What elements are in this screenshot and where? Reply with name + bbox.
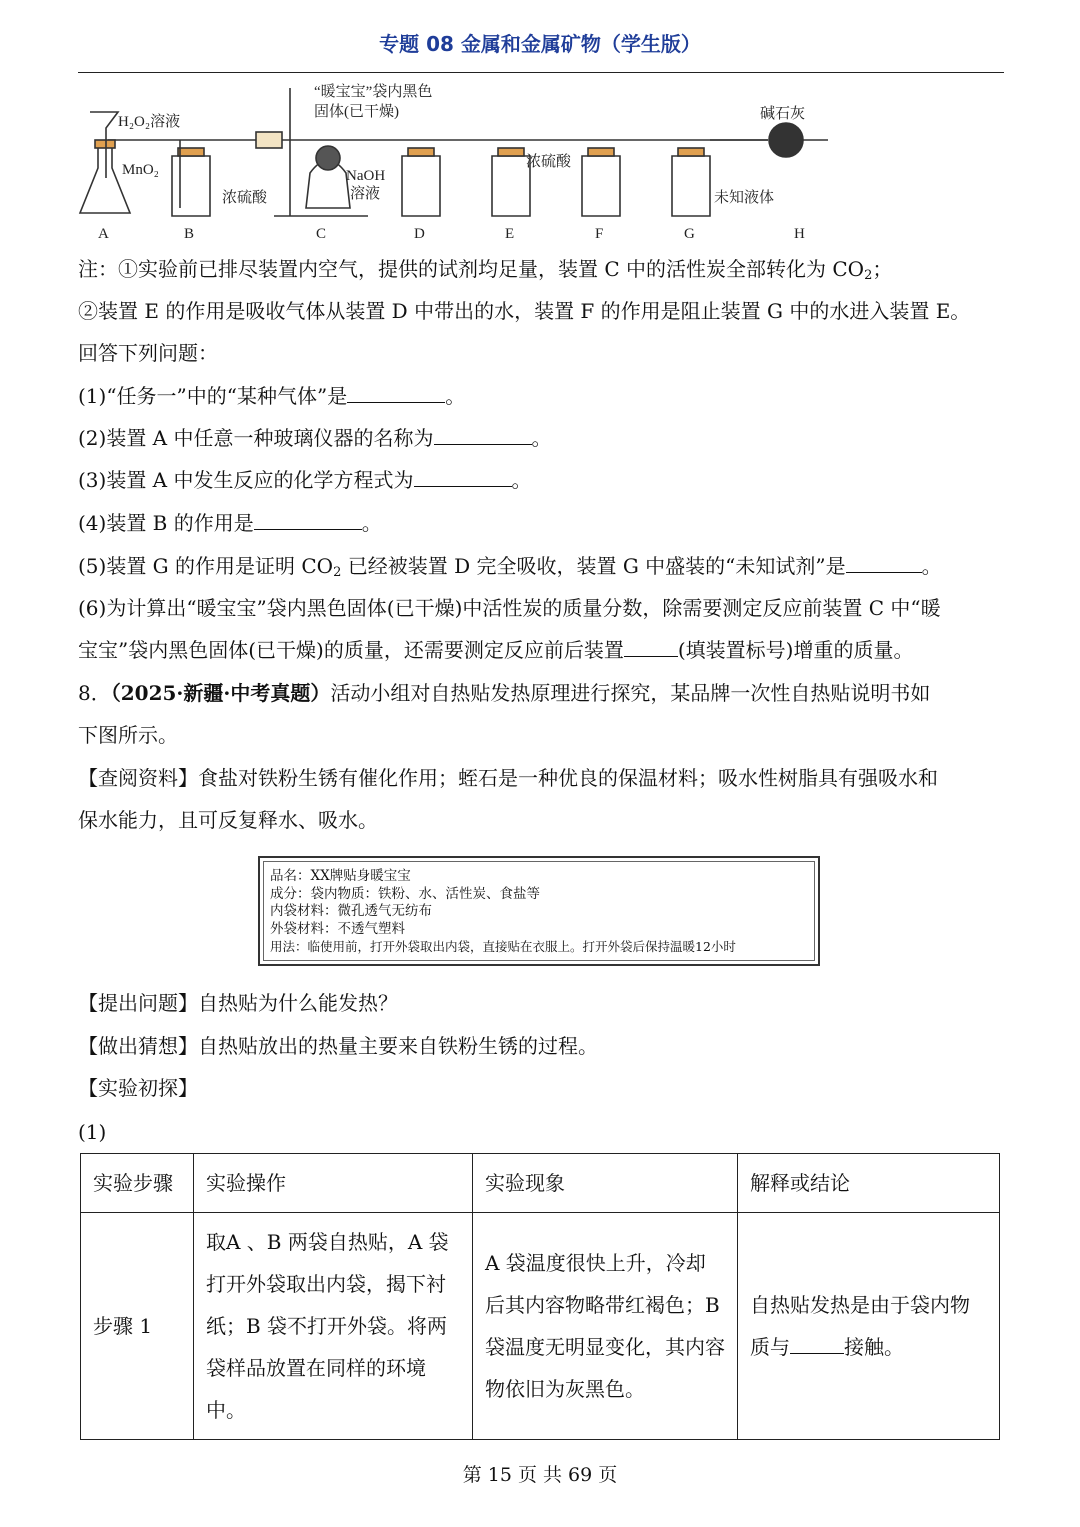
label-g: G [684,226,695,242]
label-a: A [98,226,109,242]
question-6-line-2: 宝宝”袋内黑色固体(已干燥)的质量，还需要测定反应前后装置 (填装置标号)增重的质量。 [78,638,914,662]
table-header-conclusion: 解释或结论 [738,1154,1000,1213]
label-mno2: MnO₂ [122,162,159,178]
note-line-3: 回答下列问题： [78,341,218,365]
table-header-phenomenon: 实验现象 [473,1154,738,1213]
label-b: B [184,226,195,242]
card-line-outer-bag: 外袋材料：不透气塑料 [270,920,405,937]
label-conc-h2so4-b: 浓硫酸 [222,190,268,206]
label-bag-solid-2: 固体(已干燥) [314,104,399,120]
card-line-name: 品名：XX牌贴身暖宝宝 [270,868,411,884]
card-line-usage: 用法：临使用前，打开外袋取出内袋，直接贴在衣服上。打开外袋后保持温暖12小时 [270,939,736,954]
label-e: E [505,226,515,242]
table-header-operation: 实验操作 [194,1154,473,1213]
apparatus-diagram [78,78,838,248]
label-conc-h2so4-ef: 浓硫酸 [526,154,572,170]
question-3: (3)装置 A 中发生反应的化学方程式为 。 [78,468,532,492]
problem-8-line-1: 8．（2025·新疆·中考真题）活动小组对自热贴发热原理进行探究，某品牌一次性自热贴说明书如 [78,681,931,705]
table-row [81,1213,1000,1440]
table-cell-conclusion: 自热贴发热是由于袋内物质与 接触。 [738,1213,1000,1440]
page-footer: 第 15 页 共 69 页 [462,1464,618,1486]
card-line-ingredients: 成分：袋内物质：铁粉、水、活性炭、食盐等 [270,885,540,902]
table-cell-phenomenon: A 袋温度很快上升，冷却后其内容物略带红褐色；B 袋温度无明显变化，其内容物依旧为灰黑色。 [473,1213,738,1440]
answer-blank-4[interactable] [254,509,362,530]
answer-blank-7[interactable] [790,1333,844,1354]
label-naoh-1: NaOH [346,168,386,184]
question-4: (4)装置 B 的作用是 。 [78,511,382,535]
label-h2o2: H₂O₂溶液 [118,114,181,130]
label-f: F [595,226,604,242]
label-soda-lime: 碱石灰 [760,106,806,122]
label-unknown-liquid: 未知液体 [714,190,775,206]
note-line-2: ②装置 E 的作用是吸收气体从装置 D 中带出的水，装置 F 的作用是阻止装置 G 中的水进入装置 E。 [78,299,971,323]
page-header-title: 专题 08 金属和金属矿物（学生版） [379,32,701,56]
label-c: C [316,226,327,242]
problem-8-info-1: 【查阅资料】食盐对铁粉生锈有催化作用；蛭石是一种优良的保温材料；吸水性树脂具有强吸水和 [78,766,938,790]
experiment-table [80,1153,1000,1440]
table-header-step: 实验步骤 [81,1154,194,1213]
answer-blank-6[interactable] [624,636,678,657]
question-5: (5)装置 G 的作用是证明 $CO_2$ 已经被装置 D 完全吸收，装置 G 中盛装的“未知试剂”是 。 [78,554,942,580]
inquiry-hypothesis: 【做出猜想】自热贴放出的热量主要来自铁粉生锈的过程。 [78,1034,598,1058]
inquiry-part-1: (1) [78,1120,107,1144]
answer-blank-5[interactable] [846,552,922,573]
label-bag-solid-1: “暖宝宝”袋内黑色 [314,84,433,100]
card-line-inner-bag: 内袋材料：微孔透气无纺布 [270,903,432,919]
label-naoh-2: 溶液 [350,186,381,202]
inquiry-explore: 【实验初探】 [78,1076,198,1100]
label-h: H [794,226,805,242]
question-2: (2)装置 A 中任意一种玻璃仪器的名称为 。 [78,426,552,450]
question-6-line-1: (6)为计算出“暖宝宝”袋内黑色固体(已干燥)中活性炭的质量分数，除需要测定反应前装置 C 中“暖 [78,596,941,620]
table-cell-step: 步骤 1 [81,1213,194,1440]
problem-8-line-2: 下图所示。 [78,723,178,747]
table-header-row [81,1154,1000,1213]
note-line-1: 注：①实验前已排尽装置内空气，提供的试剂均足量，装置 C 中的活性炭全部转化为 $CO_2$； [78,257,893,283]
question-1: (1)“任务一”中的“某种气体”是 。 [78,384,466,408]
label-d: D [414,226,425,242]
answer-blank-3[interactable] [414,466,512,487]
problem-8-info-2: 保水能力，且可反复释水、吸水。 [78,808,378,832]
answer-blank-2[interactable] [434,424,532,445]
header-divider [78,72,1004,73]
product-instruction-card [258,856,820,966]
table-cell-operation: 取A 、B 两袋自热贴，A 袋打开外袋取出内袋，揭下衬纸；B 袋不打开外袋。将两袋样品放置在同样的环境中。 [194,1213,473,1440]
answer-blank-1[interactable] [347,382,445,403]
inquiry-question: 【提出问题】自热贴为什么能发热？ [78,991,398,1015]
